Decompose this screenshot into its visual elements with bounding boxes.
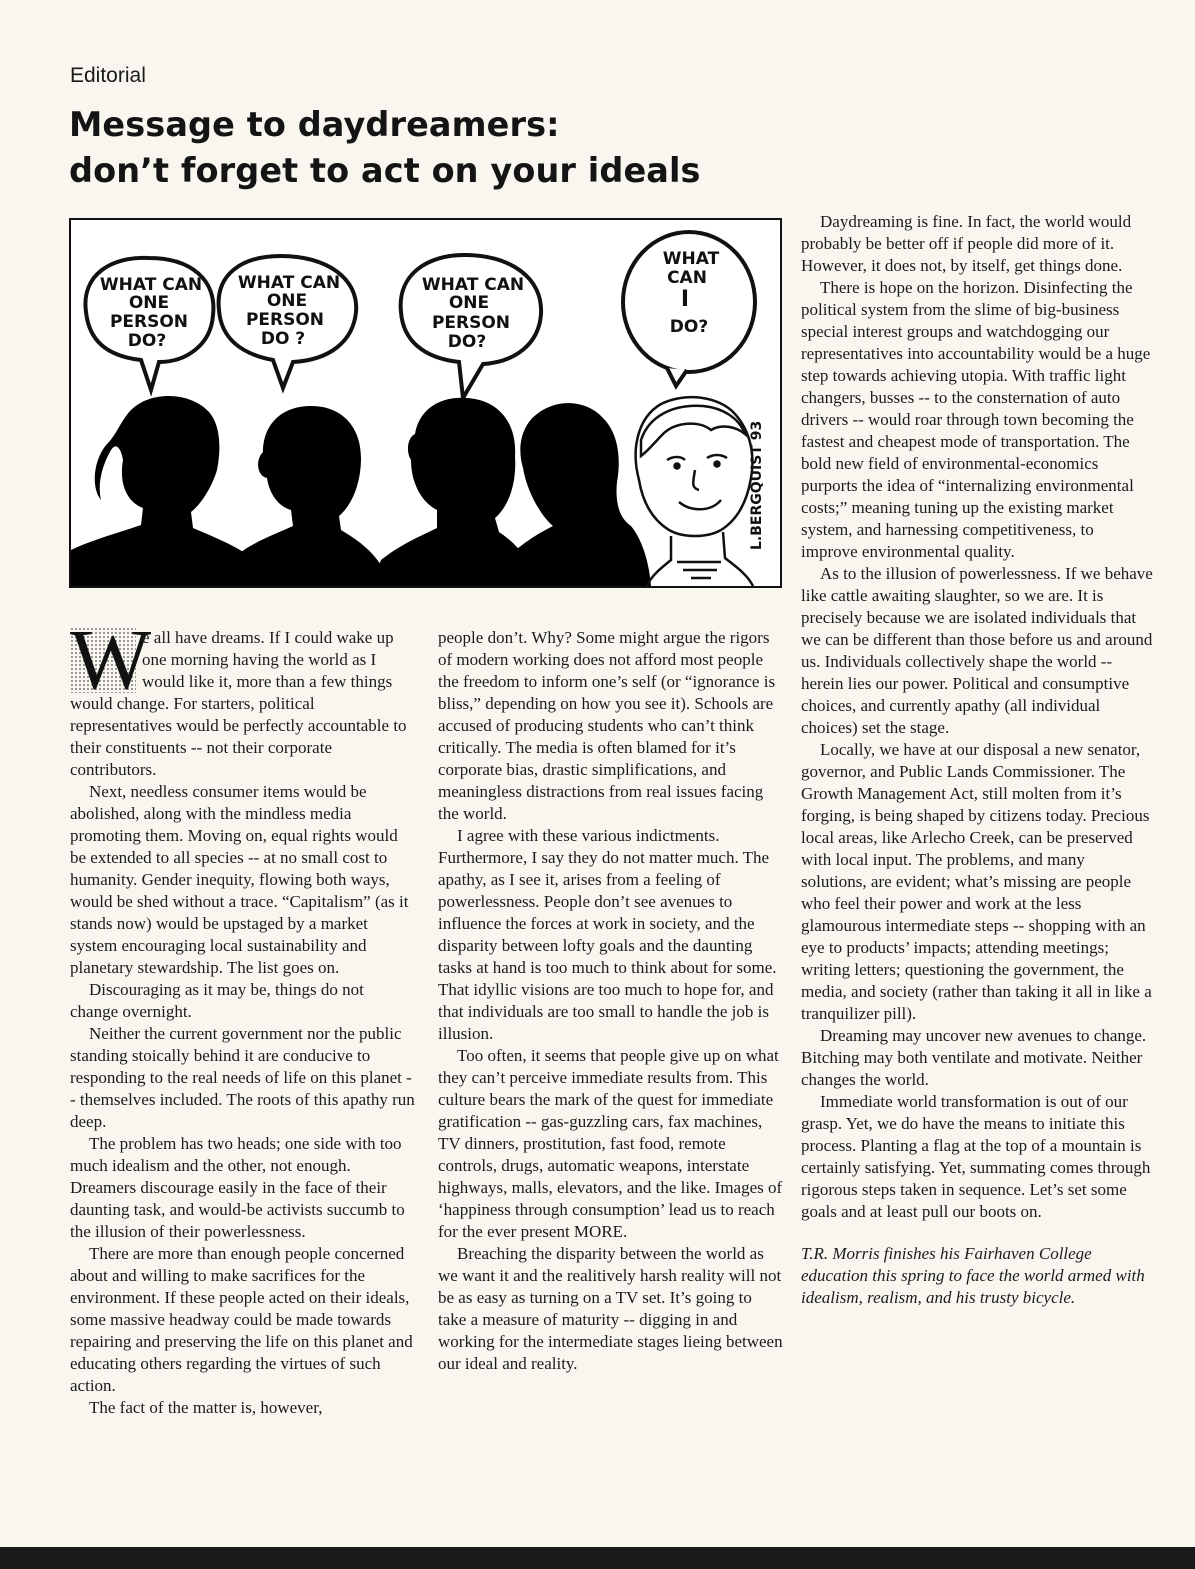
paragraph: Discouraging as it may be, things do not change overnight.: [70, 980, 364, 1021]
bubble-4-line-1: WHAT: [662, 249, 720, 269]
paragraph: As to the illusion of powerlessness. If we behave like cattle awaiting slaughter, so we are. It is precisely because we are isolated individuals that we can be different than those before us and around us. Individuals collectively shape the world -- herein lies our power. Political and consumptive choices, and currently apathy (all individual choices) set the stage.: [801, 564, 1153, 737]
paragraph: Too often, it seems that people give up on what they can’t perceive immediate results from. This culture bears the mark of the quest for immediate gratification -- gas-guzzling cars, fax machines, TV dinners, prostitution, fast food, remote controls, drugs, automatic weapons, interstate highways, malls, elevators, and the like. Images of ‘happiness through consumption’ lead us to reach for the ever present MORE.: [438, 1046, 783, 1241]
bubble-3-line-1: WHAT CAN: [421, 275, 525, 295]
bubble-1-line-2: ONE: [128, 293, 170, 313]
cartoon-signature: L.BERGQUIST 93: [749, 420, 765, 550]
article-column-3: [801, 211, 1153, 1309]
speech-bubble-4: [623, 232, 755, 386]
paragraph: I agree with these various indictments. Furthermore, I say they do not matter much. The apathy, as I see it, arises from a feeling of powerlessness. People don’t see avenues to influence the forces at work in society, and the disparity between lofty goals and the daunting tasks at hand is too much to think about for some. That idyllic visions are too much to hope for, and that individuals are too small to handle the job is illusion.: [438, 826, 777, 1043]
speech-bubble-1: [85, 258, 213, 390]
bubble-3-line-2: ONE: [448, 293, 490, 313]
paragraph: Daydreaming is fine. In fact, the world would probably be better off if people did more of it. However, it does not, by itself, get things done.: [801, 212, 1132, 275]
bubble-3-line-4: DO?: [447, 332, 487, 352]
page-bottom-edge: [0, 1547, 1195, 1569]
paragraph: Dreaming may uncover new avenues to change. Bitching may both ventilate and motivate. Neither changes the world.: [801, 1026, 1147, 1089]
article-column-2: [438, 627, 783, 1375]
paragraph: Immediate world transformation is out of our grasp. Yet, we do have the means to initiate this process. Planting a flag at the top of a mountain is certainly satisfying. Yet, summating comes through rigorous steps taken in sequence. Let’s set some goals and at least pull our boots on.: [801, 1092, 1151, 1221]
paragraph: There are more than enough people concerned about and willing to make sacrifices for the environment. If these people acted on their ideals, some massive headway could be made towards repairing and preserving the life on this planet and educating others regarding the virtues of such action.: [70, 1244, 413, 1395]
paragraph: Breaching the disparity between the world as we want it and the realitively harsh reality will not be as easy as turning on a TV set. It’s going to take a measure of maturity -- digging in and working for the intermediate stages lieing between our ideal and reality.: [438, 1244, 783, 1373]
bubble-2-line-2: ONE: [266, 291, 308, 311]
paragraph: people don’t. Why? Some might argue the rigors of modern working does not afford most people the freedom to inform one’s self (or “ignorance is bliss,” depending on how you see it). Schools are accused of producing students who can’t think critically. The media is often blamed for it’s corporate bias, drastic simplifications, and meaningless distractions from real issues facing the world.: [438, 628, 776, 823]
paragraph: Neither the current government nor the public standing stoically behind it are conducive to responding to the real needs of life on this planet -- themselves included. The roots of this apathy run deep.: [70, 1024, 415, 1131]
bubble-2-line-1: WHAT CAN: [237, 273, 341, 293]
section-label: Editorial: [70, 64, 146, 87]
editorial-cartoon: [69, 218, 782, 588]
paragraph: Locally, we have at our disposal a new senator, governor, and Public Lands Commissioner. The Growth Management Act, still molten from it’s forging, is being shaped by citizens today. Precious local areas, like Arlecho Creek, can be preserved with local input. The problems, and many solutions, are evident; what’s missing are people who feel their power and work at the less glamourous intermediate steps -- shopping with an eye to products’ impacts; attending meetings; writing letters; questioning the government, the media, and society (rather than taking it all in like a tranquilizer pill).: [801, 740, 1152, 1023]
bubble-4-line-3: I: [680, 287, 690, 312]
paragraph: The problem has two heads; one side with too much idealism and the other, not enough. Dreamers discourage easily in the face of their daunting task, and would-be activists succumb to the illusion of their powerlessness.: [70, 1134, 405, 1241]
bubble-2-line-4: DO ?: [260, 329, 306, 349]
bubble-2-line-3: PERSON: [245, 310, 325, 330]
bubble-1-line-4: DO?: [127, 331, 167, 351]
speech-bubble-2: [219, 256, 357, 388]
article-column-1: [70, 611, 415, 1419]
bubble-4-line-4: DO?: [669, 317, 709, 337]
drop-cap: W: [70, 611, 152, 707]
silhouettes: [71, 396, 651, 586]
paragraph: W e all have dreams. If I could wake up one morning having the world as I would like it, more than a few things would change. For starters, political representatives would be perfectly accountable to their constituents -- not their corporate contributors.: [70, 611, 407, 779]
paragraph: The fact of the matter is, however,: [89, 1398, 323, 1417]
paragraph: Next, needless consumer items would be abolished, along with the mindless media promoting them. Moving on, equal rights would be extended to all species -- at no small cost to humanity. Gender inequity, flowing both ways, would be shed without a trace. “Capitalism” (as it stands now) would be upstaged by a market system encouraging local sustainability and planetary stewardship. The list goes on.: [70, 782, 409, 977]
headline: [69, 102, 829, 194]
bubble-1-line-3: PERSON: [109, 312, 189, 332]
bubble-3-line-3: PERSON: [431, 313, 511, 333]
bubble-4-line-2: CAN: [667, 268, 707, 288]
man-figure: [636, 397, 753, 586]
headline-line-2: don’t forget to act on your ideals: [69, 151, 701, 190]
bubble-1-line-1: WHAT CAN: [99, 275, 203, 295]
speech-bubble-3: [401, 255, 541, 398]
cartoon-drawing: [71, 220, 780, 586]
headline-line-1: Message to daydreamers:: [69, 105, 560, 144]
paragraph: There is hope on the horizon. Disinfecting the political system from the slime of big-business special interest groups and watchdogging our representatives into accountability would be a huge step towards achieving utopia. With traffic light changers, busses -- to the consternation of auto drivers -- would roar through town becoming the fastest and cheapest mode of transportation. The bold new field of environmental-economics purports the idea of “internalizing environmental costs;” meaning tuning up the existing market system, and harnessing competitiveness, to improve environmental quality.: [801, 278, 1151, 561]
author-bio: T.R. Morris finishes his Fairhaven College education this spring to face the world armed with idealism, realism, and his trusty bicycle.: [801, 1244, 1145, 1307]
